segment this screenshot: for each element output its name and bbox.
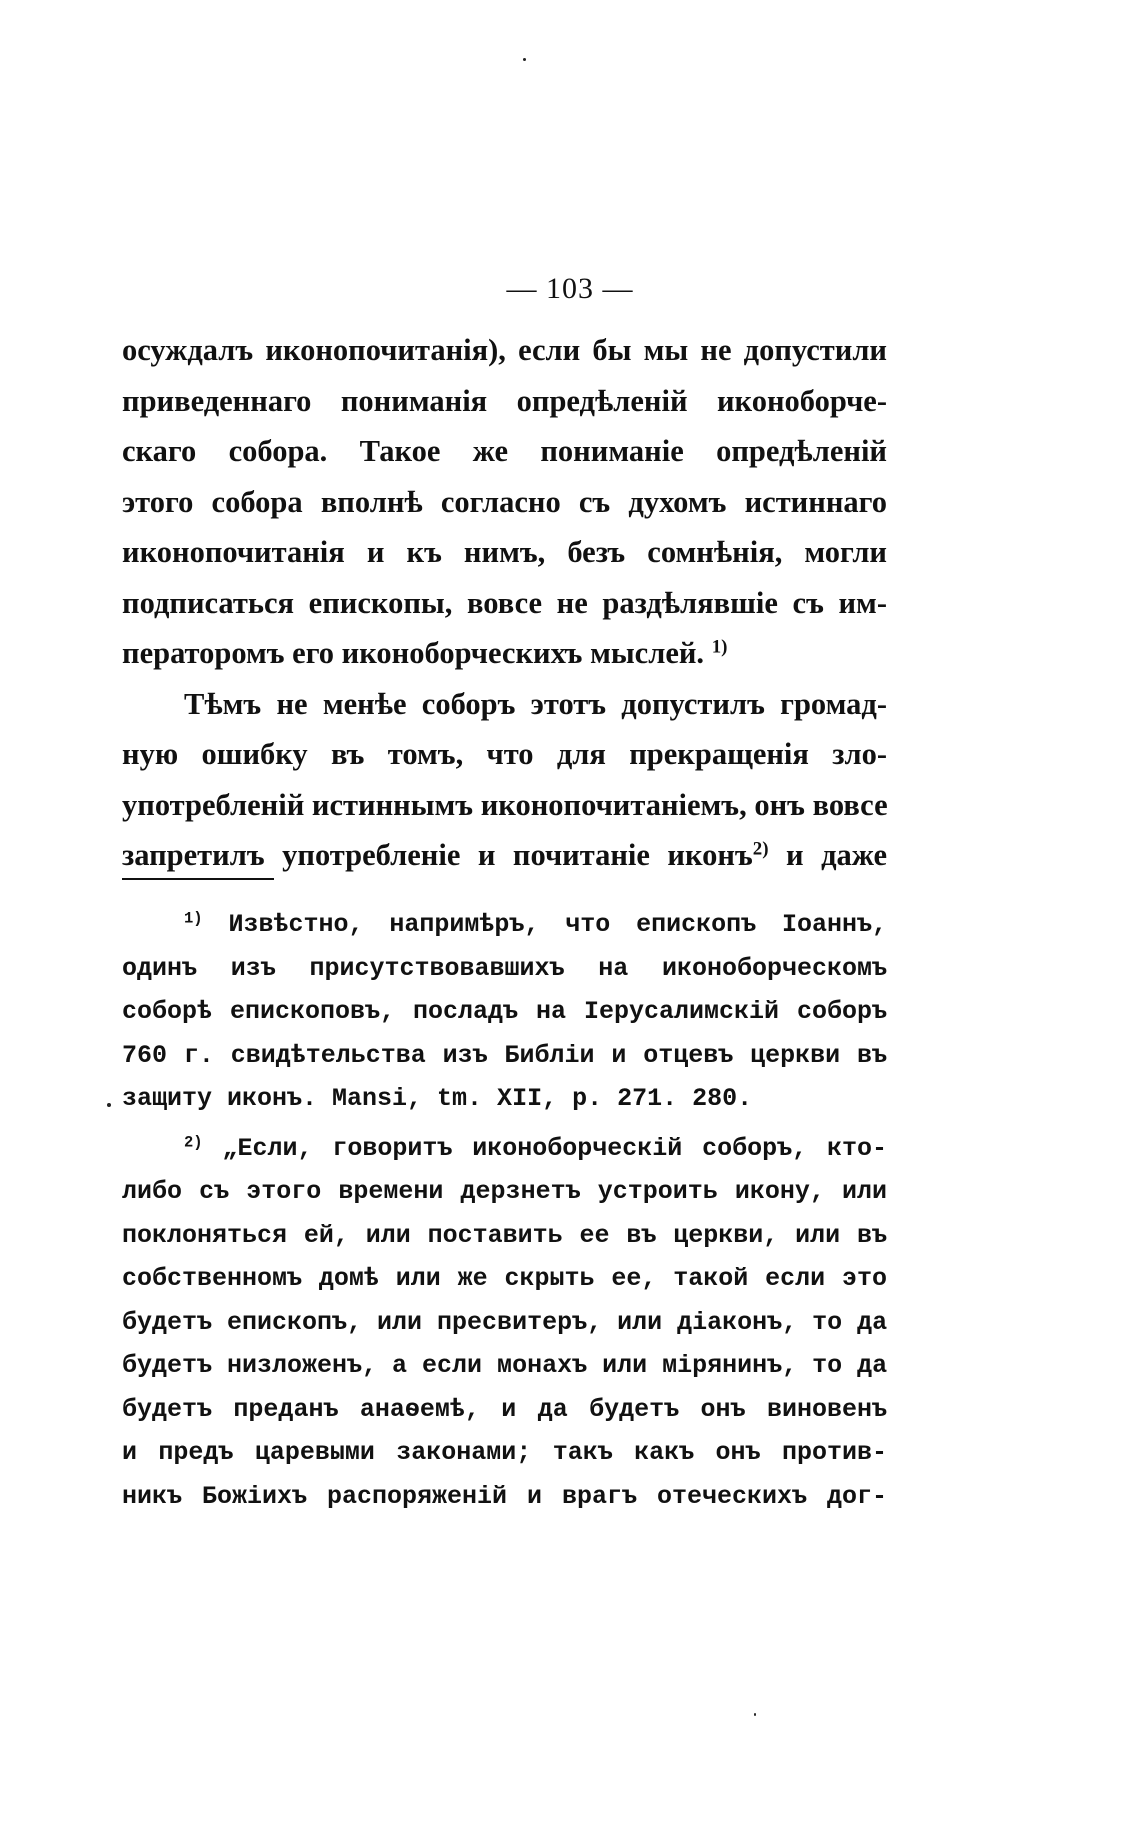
text-line: иконопочитанія и къ нимъ, безъ сомнѣнія, могли <box>122 535 887 569</box>
footnote-line: соборѣ епископовъ, посладъ на Іерусалимскій соборъ <box>122 997 887 1026</box>
footnote-marker: 1) <box>184 909 203 928</box>
paper-speck <box>523 58 526 61</box>
footnote-2 <box>122 1127 887 1519</box>
text-line: подписаться епископы, вовсе не раздѣлявшіе съ им- <box>122 585 887 620</box>
footnote-line: будетъ епископъ, или пресвитеръ, или діаконъ, то да <box>122 1307 888 1337</box>
text-line <box>122 628 887 679</box>
footnotes <box>122 903 887 1524</box>
footnote-separator <box>122 878 274 880</box>
text-line: употребленій истиннымъ иконопочитаніемъ, онъ вовсе <box>122 787 888 822</box>
footnote-line: одинъ изъ присутствовавшихъ на иконоборческомъ <box>122 953 887 983</box>
page-number: — 103 — <box>506 272 634 305</box>
text-line <box>122 830 887 881</box>
footnote-line: защиту иконъ. Mansi, tm. XII, p. 271. 280. <box>122 1084 753 1113</box>
footnote-line: либо съ этого времени дерзнетъ устроить икону, или <box>122 1177 887 1206</box>
text-line: этого собора вполнѣ согласно съ духомъ истиннаго <box>122 484 887 519</box>
text-line: ную ошибку въ томъ, что для прекращенія зло- <box>122 737 887 771</box>
text-line-content: ператоромъ его иконоборческихъ мыслей. <box>122 636 705 670</box>
footnote-line-content: Извѣстно, напримѣръ, что епископъ Іоаннъ, <box>228 910 887 939</box>
footnote-line: никъ Божіихъ распоряженій и врагъ отеческихъ дог- <box>122 1481 887 1511</box>
text-line: осуждалъ иконопочитанія), если бы мы не допустили <box>122 333 887 367</box>
footnote-line-content: „Если, говоритъ иконоборческій соборъ, кто- <box>222 1133 887 1163</box>
text-line-content: и даже <box>768 838 887 872</box>
footnote-line <box>122 1127 887 1171</box>
footnote-line <box>122 903 887 947</box>
paper-speck <box>754 1713 756 1716</box>
text-line: приведеннаго пониманія опредѣленій иконоборче- <box>122 383 887 418</box>
text-line-content: запретилъ употребленіе и почитаніе иконъ <box>122 838 753 872</box>
paper-speck <box>107 1103 111 1107</box>
main-text <box>122 325 887 881</box>
footnote-line: поклоняться ей, или поставить ее въ церкви, или въ <box>122 1220 887 1250</box>
footnote-line: 760 г. свидѣтельства изъ Библіи и отцевъ церкви въ <box>122 1040 887 1070</box>
footnote-ref-2: 2) <box>752 838 769 860</box>
footnote-line: и предъ царевыми законами; такъ какъ онъ против- <box>122 1438 887 1467</box>
footnote-1 <box>122 903 887 1121</box>
text-line: Тѣмъ не менѣе соборъ этотъ допустилъ громад- <box>184 686 887 721</box>
footnote-line: собственномъ домѣ или же скрыть ее, такой если это <box>122 1264 887 1293</box>
text-line: скаго собора. Такое же пониманіе опредѣленій <box>122 434 887 468</box>
footnote-line: будетъ низложенъ, а если монахъ или мірянинъ, то да <box>122 1351 888 1380</box>
footnote-ref-1: 1) <box>711 636 728 658</box>
footnote-line: будетъ преданъ анаѳемѣ, и да будетъ онъ виновенъ <box>122 1394 887 1424</box>
footnote-marker: 2) <box>184 1132 203 1151</box>
